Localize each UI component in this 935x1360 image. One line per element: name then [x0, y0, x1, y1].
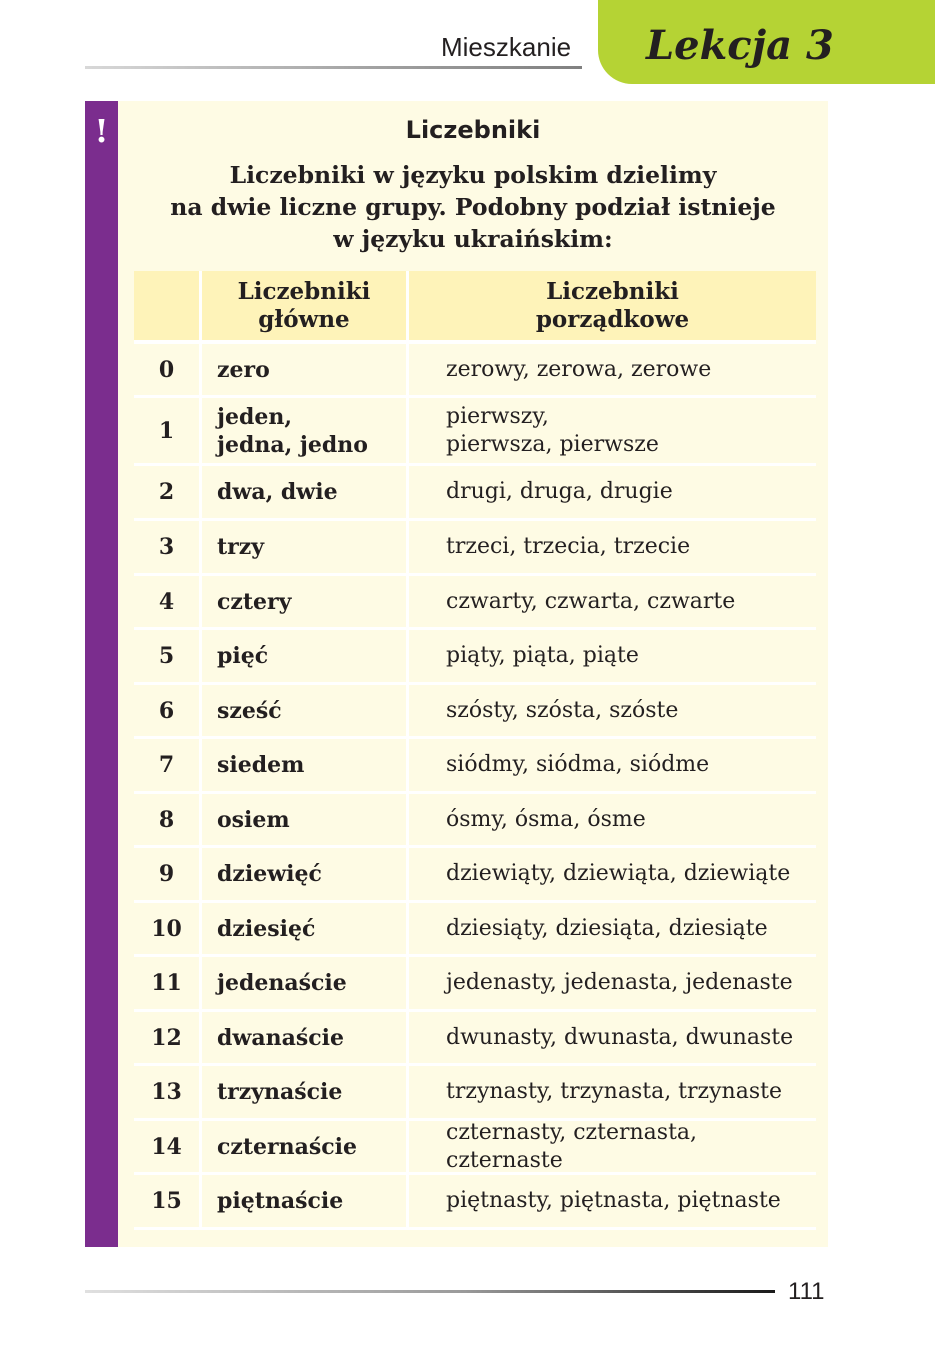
header-rule [85, 66, 582, 69]
row-number: 14 [134, 1121, 199, 1172]
row-number: 11 [134, 957, 199, 1009]
row-number: 9 [134, 848, 199, 900]
ordinal-numeral: trzeci, trzecia, trzecie [409, 521, 816, 573]
header-cardinal: Liczebniki główne [202, 271, 406, 340]
row-number: 13 [134, 1066, 199, 1118]
row-number: 0 [134, 344, 199, 395]
row-number: 10 [134, 903, 199, 954]
ordinal-numeral: dziewiąty, dziewiąta, dziewiąte [409, 848, 816, 900]
ordinal-numeral: siódmy, siódma, siódme [409, 739, 816, 791]
header-ordinal: Liczebniki porządkowe [409, 271, 816, 340]
ordinal-numeral: dziesiąty, dziesiąta, dziesiąte [409, 903, 816, 954]
row-number: 8 [134, 794, 199, 845]
numerals-table [134, 271, 816, 1230]
cardinal-numeral: pięć [202, 630, 406, 682]
ordinal-numeral: szósty, szósta, szóste [409, 685, 816, 736]
box-title: Liczebniki [405, 116, 541, 144]
ordinal-numeral: pierwszy, pierwsza, pierwsze [409, 398, 816, 463]
cardinal-numeral: dwa, dwie [202, 466, 406, 518]
ordinal-numeral: drugi, druga, drugie [409, 466, 816, 518]
ordinal-numeral: trzynasty, trzynasta, trzynaste [409, 1066, 816, 1118]
ordinal-numeral: piętnasty, piętnasta, piętnaste [409, 1175, 816, 1227]
cardinal-numeral: czternaście [202, 1121, 406, 1172]
row-number: 4 [134, 576, 199, 627]
cardinal-numeral: trzy [202, 521, 406, 573]
cardinal-numeral: siedem [202, 739, 406, 791]
row-number: 1 [134, 398, 199, 463]
section-title: Mieszkanie [441, 32, 572, 62]
exclamation-icon: ! [94, 112, 109, 150]
cardinal-numeral: zero [202, 344, 406, 395]
cardinal-numeral: osiem [202, 794, 406, 845]
cardinal-numeral: dziewięć [202, 848, 406, 900]
intro-text: Liczebniki w języku polskim dzielimy na dwie liczne grupy. Podobny podział istnieje w języku ukraińskim: [170, 161, 776, 253]
cardinal-numeral: jedenaście [202, 957, 406, 1009]
cardinal-numeral: dwanaście [202, 1012, 406, 1063]
ordinal-numeral: zerowy, zerowa, zerowe [409, 344, 816, 395]
header-number-cell [134, 271, 199, 340]
row-number: 7 [134, 739, 199, 791]
ordinal-numeral: piąty, piąta, piąte [409, 630, 816, 682]
ordinal-numeral: jedenasty, jedenasta, jedenaste [409, 957, 816, 1009]
row-number: 3 [134, 521, 199, 573]
cardinal-numeral: dziesięć [202, 903, 406, 954]
row-number: 5 [134, 630, 199, 682]
ordinal-numeral: czternasty, czternasta, czternaste [409, 1121, 816, 1172]
lesson-title: Lekcja 3 [646, 22, 834, 69]
note-side-bar [85, 101, 118, 1247]
ordinal-numeral: dwunasty, dwunasta, dwunaste [409, 1012, 816, 1063]
row-number: 6 [134, 685, 199, 736]
ordinal-numeral: ósmy, ósma, ósme [409, 794, 816, 845]
page-number: 111 [788, 1278, 825, 1305]
ordinal-numeral: czwarty, czwarta, czwarte [409, 576, 816, 627]
cardinal-numeral: cztery [202, 576, 406, 627]
cardinal-numeral: sześć [202, 685, 406, 736]
cardinal-numeral: trzynaście [202, 1066, 406, 1118]
row-number: 12 [134, 1012, 199, 1063]
row-number: 2 [134, 466, 199, 518]
footer-rule [85, 1290, 775, 1293]
cardinal-numeral: jeden, jedna, jedno [202, 398, 406, 463]
row-number: 15 [134, 1175, 199, 1227]
cardinal-numeral: piętnaście [202, 1175, 406, 1227]
